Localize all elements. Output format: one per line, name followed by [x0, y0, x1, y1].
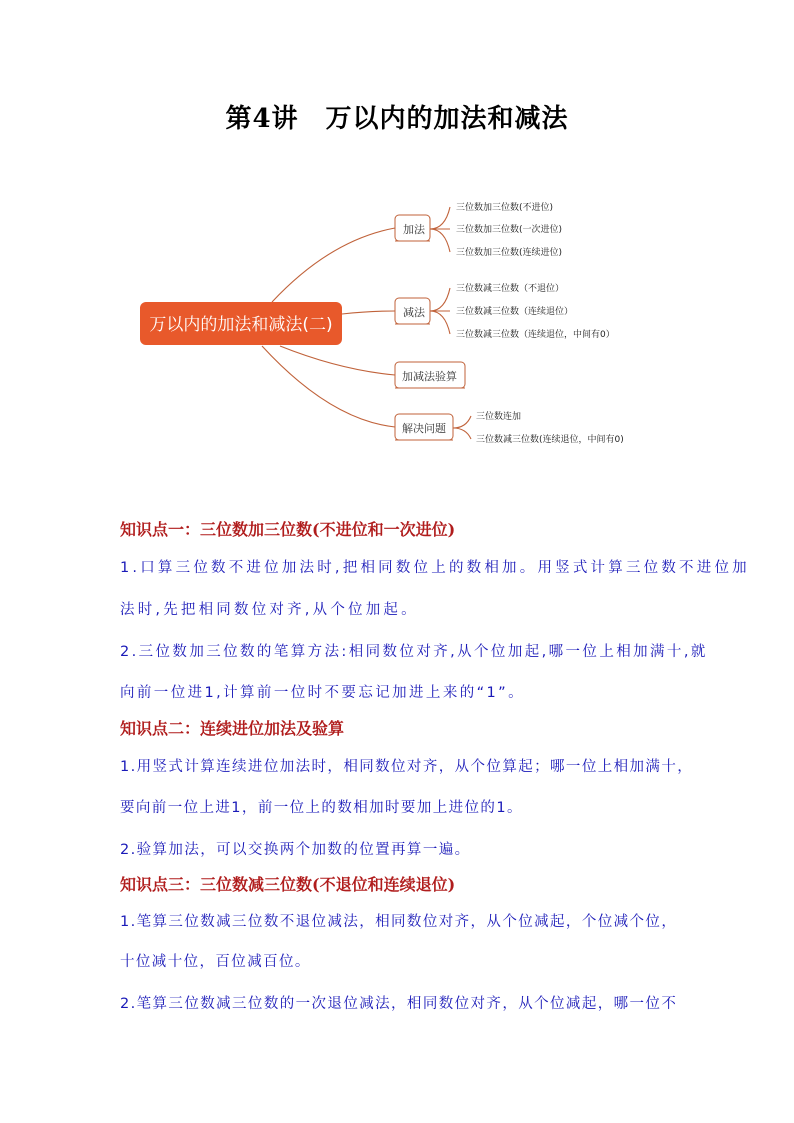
leaf-label: 三位数减三位数(连续退位，中间有0): [476, 435, 624, 445]
paragraph-line: 2.笔算三位数减三位数的一次退位减法，相同数位对齐，从个位减起，哪一位不: [120, 996, 678, 1012]
paragraph-line: 2.验算加法，可以交换两个加数的位置再算一遍。: [120, 842, 471, 858]
leaf-label: 三位数连加: [476, 412, 522, 422]
leaf-label: 三位数加三位数(一次进位): [456, 225, 563, 235]
leaf-label: 三位数减三位数（不退位）: [456, 284, 565, 294]
branch-label-addition: 加法: [403, 223, 425, 236]
paragraph-line: 要向前一位上进1，前一位上的数相加时要加上进位的1。: [120, 800, 523, 816]
leaf-connector: [430, 288, 450, 311]
leaf-label: 三位数加三位数(不进位): [456, 203, 554, 213]
paragraph-line: 2.三位数加三位数的笔算方法:相同数位对齐,从个位加起,哪一位上相加满十,就: [120, 644, 708, 660]
connector-root-problem-solving: [262, 346, 395, 427]
mind-map-root-label: 万以内的加法和减法(二): [149, 315, 333, 335]
paragraph-line: 十位减十位，百位减百位。: [120, 954, 311, 970]
leaf-label: 三位数减三位数（连续退位）: [456, 307, 574, 317]
paragraph-line: 1.笔算三位数减三位数不退位减法，相同数位对齐，从个位减起，个位减个位，: [120, 914, 678, 930]
leaf-connector: [430, 207, 450, 229]
branch-label-subtraction: 减法: [403, 306, 425, 319]
leaf-connector: [453, 416, 471, 428]
paragraph-line: 向前一位进1,计算前一位时不要忘记加进上来的“1”。: [120, 685, 525, 701]
leaf-connector: [430, 311, 450, 334]
section-heading: 知识点二：连续进位加法及验算: [120, 719, 345, 738]
connector-root-subtraction: [342, 311, 395, 314]
paragraph-line: 1.口算三位数不进位加法时,把相同数位上的数相加。用竖式计算三位数不进位加: [120, 560, 750, 576]
connector-root-addition: [272, 228, 395, 302]
paragraph-line: 法时,先把相同数位对齐,从个位加起。: [120, 602, 419, 618]
leaf-connector: [430, 229, 450, 252]
leaf-label: 三位数加三位数(连续进位): [456, 248, 563, 258]
mind-map: [0, 0, 794, 470]
leaf-label: 三位数减三位数（连续退位，中间有0）: [456, 330, 615, 340]
branch-label-problem-solving: 解决问题: [402, 422, 446, 435]
leaf-connector: [453, 428, 471, 439]
section-heading: 知识点一：三位数加三位数(不进位和一次进位): [120, 520, 456, 539]
branch-label-verification: 加减法验算: [402, 370, 457, 383]
connector-root-verification: [280, 346, 395, 375]
paragraph-line: 1.用竖式计算连续进位加法时，相同数位对齐，从个位算起；哪一位上相加满十，: [120, 759, 694, 775]
section-heading: 知识点三：三位数减三位数(不退位和连续退位): [120, 875, 456, 894]
page-title: 第4讲 万以内的加法和减法: [225, 104, 569, 134]
